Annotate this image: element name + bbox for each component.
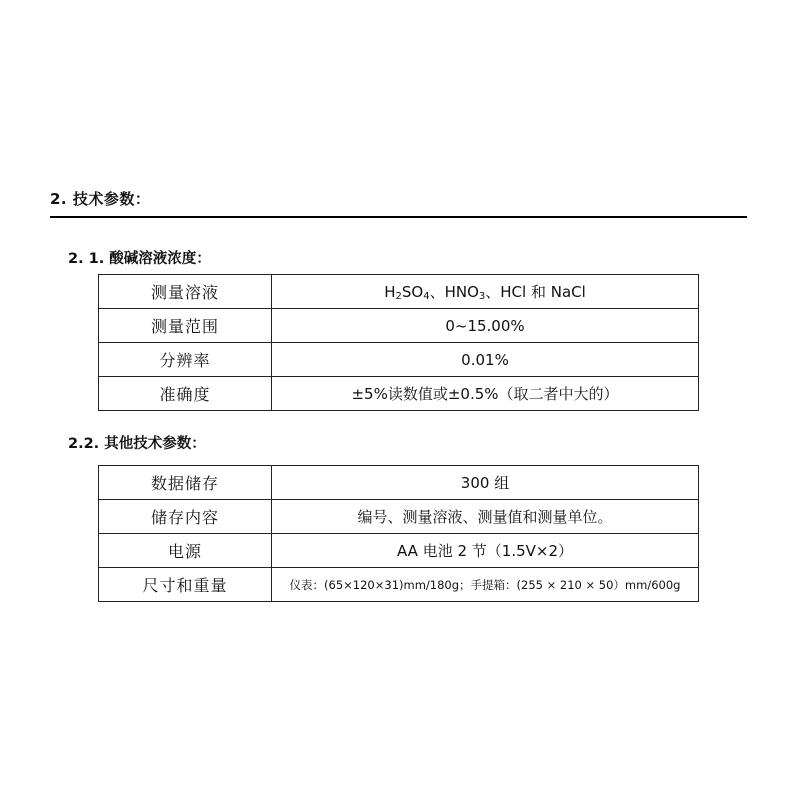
acid-base-heading: 2. 1. 酸碱溶液浓度： bbox=[68, 251, 211, 267]
spec-label: 测量范围 bbox=[99, 309, 272, 343]
table-row bbox=[99, 466, 699, 500]
table-row bbox=[99, 377, 699, 411]
spec-value: 编号、测量溶液、测量值和测量单位。 bbox=[272, 500, 699, 534]
section-title-text: 技术参数： bbox=[72, 190, 151, 208]
spec-value: 0.01% bbox=[272, 343, 699, 377]
table-row bbox=[99, 309, 699, 343]
spec-value: 仪表：(65×120×31)mm/180g；手提箱：(255 × 210 × 50）mm/600g bbox=[272, 568, 699, 602]
table-row bbox=[99, 343, 699, 377]
spec-value bbox=[272, 275, 699, 309]
table-row bbox=[99, 500, 699, 534]
section-number: 2. bbox=[50, 190, 68, 208]
formula-text: SO bbox=[401, 283, 424, 301]
formula-subscript: 3 bbox=[478, 291, 486, 302]
spec-label: 数据储存 bbox=[99, 466, 272, 500]
spec-value: ±5%读数值或±0.5%（取二者中大的） bbox=[272, 377, 699, 411]
spec-label: 准确度 bbox=[99, 377, 272, 411]
spec-value: 0~15.00% bbox=[272, 309, 699, 343]
table-row bbox=[99, 275, 699, 309]
spec-value: AA 电池 2 节（1.5V×2） bbox=[272, 534, 699, 568]
spec-label: 电源 bbox=[99, 534, 272, 568]
other-spec-table bbox=[98, 465, 699, 602]
spec-label: 尺寸和重量 bbox=[99, 568, 272, 602]
other-spec-heading: 2.2. 其他技术参数： bbox=[68, 436, 206, 452]
table-row bbox=[99, 568, 699, 602]
formula-subscript: 4 bbox=[423, 291, 430, 302]
formula-text: 、HNO bbox=[429, 283, 479, 301]
spec-value: 300 组 bbox=[272, 466, 699, 500]
formula-text: H bbox=[384, 283, 396, 301]
spec-label: 分辨率 bbox=[99, 343, 272, 377]
acid-base-spec-table bbox=[98, 274, 699, 411]
section-divider bbox=[50, 216, 747, 218]
spec-label: 储存内容 bbox=[99, 500, 272, 534]
table-row bbox=[99, 534, 699, 568]
formula-subscript: 2 bbox=[395, 291, 402, 302]
spec-label: 测量溶液 bbox=[99, 275, 272, 309]
section-heading bbox=[50, 188, 150, 209]
formula-text: 、HCl 和 NaCl bbox=[485, 283, 586, 301]
